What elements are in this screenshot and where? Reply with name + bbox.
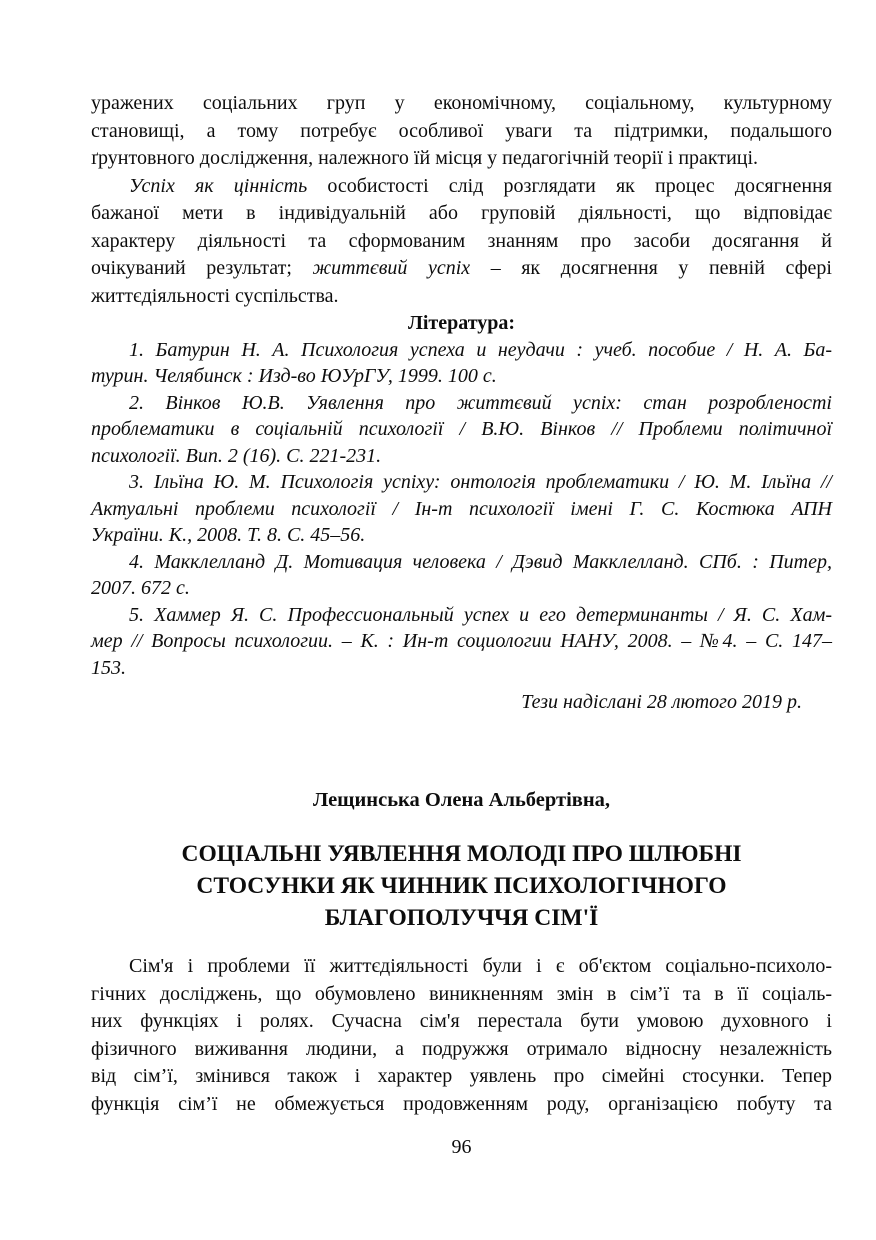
text-line: ґрунтовного дослідження, належного їй місця у педагогічній теорії і практиці. bbox=[91, 147, 759, 169]
text-segment: життєдіяльності суспільства. bbox=[91, 284, 339, 307]
text-line: 2007. 672 с. bbox=[91, 577, 190, 599]
paragraph-continued-from-previous-page bbox=[91, 90, 832, 173]
text-segment: характеру діяльності та сформованим знанням про засоби досягання й bbox=[91, 229, 832, 252]
text-line: СОЦІАЛЬНІ УЯВЛЕННЯ МОЛОДІ ПРО ШЛЮБНІ bbox=[181, 841, 742, 867]
text-line: 2. Вінков Ю.В. Уявлення про життєвий успіх: стан розробленості bbox=[129, 391, 832, 414]
text-segment: особистості слід розглядати як процес досягнення bbox=[307, 174, 832, 197]
author-name: Лещинська Олена Альбертівна, bbox=[312, 789, 611, 811]
paragraph-family-intro bbox=[91, 953, 832, 1118]
text-line: фізичного виживання людини, а подружжя отримало відносну незалежність bbox=[91, 1037, 832, 1060]
reference-item-5 bbox=[91, 602, 832, 682]
text-line: становищі, а тому потребує особливої уваги та підтримки, подальшого bbox=[91, 119, 832, 142]
text-line bbox=[91, 255, 832, 283]
italic-emphasis: життєвий успіх bbox=[312, 257, 471, 279]
article-title bbox=[91, 838, 832, 934]
reference-item-3 bbox=[91, 469, 832, 549]
text-segment: бажаної мети в індивідуальній або груповій діяльності, що відповідає bbox=[91, 202, 832, 224]
text-line bbox=[91, 200, 832, 228]
italic-emphasis: Успіх як цінність bbox=[129, 174, 308, 197]
text-line bbox=[91, 173, 832, 201]
literature-heading: Література: bbox=[407, 312, 516, 334]
text-line: 3. Ільїна Ю. М. Психологія успіху: онтологія проблематики / Ю. М. Ільїна // bbox=[129, 471, 832, 493]
text-line: функція сім’ї не обмежується продовженням роду, організацією побуту та bbox=[91, 1092, 832, 1115]
references-list bbox=[91, 337, 832, 682]
text-line bbox=[91, 228, 832, 256]
text-line: 153. bbox=[91, 656, 126, 679]
text-block bbox=[91, 90, 832, 1161]
text-line: Актуальні проблеми психології / Ін-т психології імені Г. С. Костюка АПН bbox=[91, 497, 832, 520]
text-line: 1. Батурин Н. А. Психология успеха и неудачи : учеб. пособие / Н. А. Ба- bbox=[129, 338, 832, 361]
text-line bbox=[91, 283, 832, 311]
text-segment: – як досягнення у певній сфері bbox=[470, 257, 832, 279]
text-line: них функціях і ролях. Сучасна сім'я перестала бути умовою духовного і bbox=[91, 1010, 832, 1032]
text-segment: очікуваний результат; bbox=[91, 257, 313, 279]
text-line: гічних досліджень, що обумовлено виникненням змін в сім’ї та в її соціаль- bbox=[91, 982, 832, 1005]
text-line: 4. Макклелланд Д. Мотивация человека / Дэвид Макклелланд. СПб. : Питер, bbox=[129, 550, 832, 573]
page-number: 96 bbox=[451, 1136, 472, 1158]
text-line: 5. Хаммер Я. С. Профессиональный успех и его детерминанты / Я. С. Хам- bbox=[129, 603, 832, 626]
text-line: мер // Вопросы психологии. – К. : Ин-т социологии НАНУ, 2008. – №4. – С. 147– bbox=[91, 630, 832, 652]
text-line: від сім’ї, змінився також і характер уявлень про сімейні стосунки. Тепер bbox=[91, 1065, 832, 1087]
text-line: уражених соціальних груп у економічному, соціальному, культурному bbox=[91, 92, 832, 114]
text-line: турин. Челябинск : Изд-во ЮУрГУ, 1999. 100 с. bbox=[91, 365, 497, 387]
reference-item-1 bbox=[91, 337, 832, 390]
reference-item-4 bbox=[91, 549, 832, 602]
text-line: проблематики в соціальній психології / В.Ю. Вінков // Проблеми політичної bbox=[91, 418, 832, 440]
text-line: України. К., 2008. Т. 8. С. 45–56. bbox=[91, 524, 366, 546]
paragraph-success-as-value bbox=[91, 173, 832, 311]
text-line: БЛАГОПОЛУЧЧЯ СІМ'Ї bbox=[324, 905, 599, 931]
text-line: психології. Вип. 2 (16). С. 221-231. bbox=[91, 444, 382, 467]
text-line: Сім'я і проблеми її життєдіяльності були і є об'єктом соціально-психоло- bbox=[129, 955, 832, 977]
submission-date-note: Тези надіслані 28 лютого 2019 р. bbox=[521, 691, 802, 713]
text-line: СТОСУНКИ ЯК ЧИННИК ПСИХОЛОГІЧНОГО bbox=[196, 873, 727, 899]
reference-item-2 bbox=[91, 390, 832, 470]
